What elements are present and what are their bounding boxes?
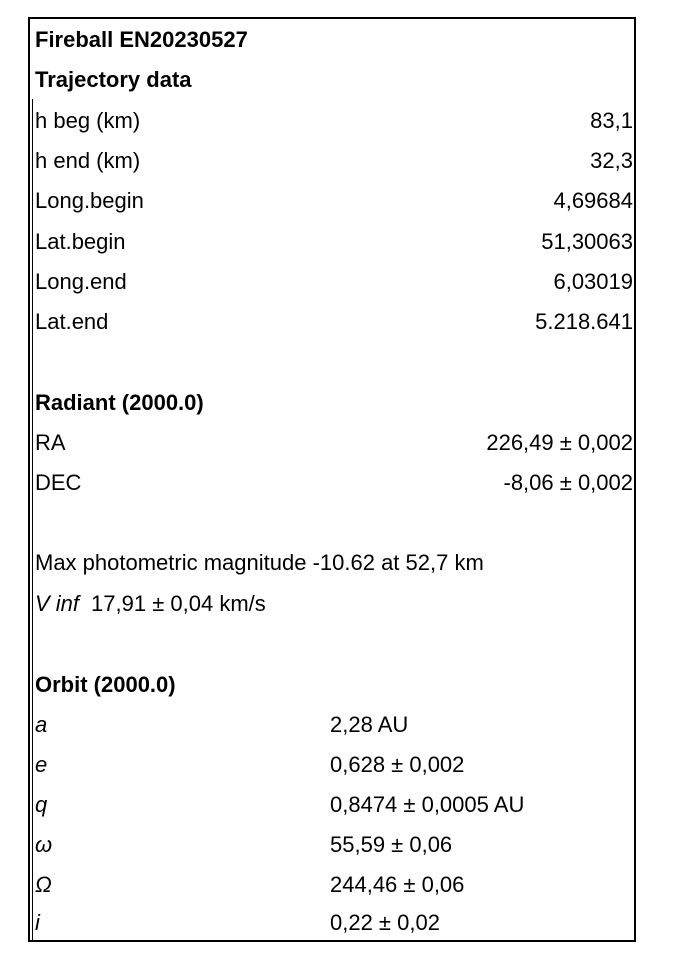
row-value: 55,59 ± 0,06 <box>330 832 453 857</box>
row-value: 32,3 <box>590 148 633 173</box>
row-value: -8,06 ± 0,002 <box>503 470 633 495</box>
table-row <box>35 101 633 141</box>
table-row <box>35 463 633 503</box>
row-value: 5.218.641 <box>535 309 633 334</box>
row-label: Long.begin <box>35 188 144 213</box>
table-row <box>35 745 633 785</box>
table-title <box>35 20 633 60</box>
left-column-divider <box>32 99 33 941</box>
table-row <box>35 222 633 262</box>
row-label: e <box>35 752 48 777</box>
row-label: Long.end <box>35 269 127 294</box>
row-label: Lat.end <box>35 309 109 334</box>
table-row <box>35 903 633 943</box>
table-row <box>35 865 633 905</box>
row-value: 0,628 ± 0,002 <box>330 752 465 777</box>
row-label: h beg (km) <box>35 108 141 133</box>
row-label: Ω <box>35 872 52 897</box>
table-row <box>35 423 633 463</box>
row-value: 226,49 ± 0,002 <box>486 430 633 455</box>
row-label: ω <box>35 832 53 857</box>
row-label: a <box>35 712 48 737</box>
row-label: i <box>35 910 40 935</box>
trajectory-section-heading <box>35 60 633 100</box>
radiant-heading: Radiant (2000.0) <box>35 390 204 415</box>
trajectory-heading: Trajectory data <box>35 67 192 92</box>
table-row <box>35 785 633 825</box>
table-row <box>35 825 633 865</box>
row-value: 4,69684 <box>553 188 633 213</box>
orbit-section-heading <box>35 665 633 705</box>
row-value: 244,46 ± 0,06 <box>330 872 465 897</box>
row-value: 6,03019 <box>553 269 633 294</box>
row-value: 0,22 ± 0,02 <box>330 910 440 935</box>
vinf-row <box>35 584 633 624</box>
row-value: 83,1 <box>590 108 633 133</box>
max-magnitude-row <box>35 543 633 583</box>
table-row <box>35 181 633 221</box>
row-value: 0,8474 ± 0,0005 AU <box>330 792 525 817</box>
row-label: q <box>35 792 48 817</box>
table-row <box>35 705 633 745</box>
max-magnitude-text: Max photometric magnitude -10.62 at 52,7 km <box>35 550 484 575</box>
table-row <box>35 141 633 181</box>
vinf-value: 17,91 ± 0,04 km/s <box>91 591 266 616</box>
row-value: 51,30063 <box>541 229 633 254</box>
row-label: DEC <box>35 470 82 495</box>
vinf-label: V inf <box>35 591 80 616</box>
radiant-section-heading <box>35 383 633 423</box>
row-label: Lat.begin <box>35 229 126 254</box>
orbit-heading: Orbit (2000.0) <box>35 672 176 697</box>
row-value: 2,28 AU <box>330 712 409 737</box>
row-label: RA <box>35 430 66 455</box>
fireball-title: Fireball EN20230527 <box>35 27 248 52</box>
row-label: h end (km) <box>35 148 141 173</box>
table-row <box>35 302 633 342</box>
table-row <box>35 262 633 302</box>
vinf-line <box>35 584 266 624</box>
